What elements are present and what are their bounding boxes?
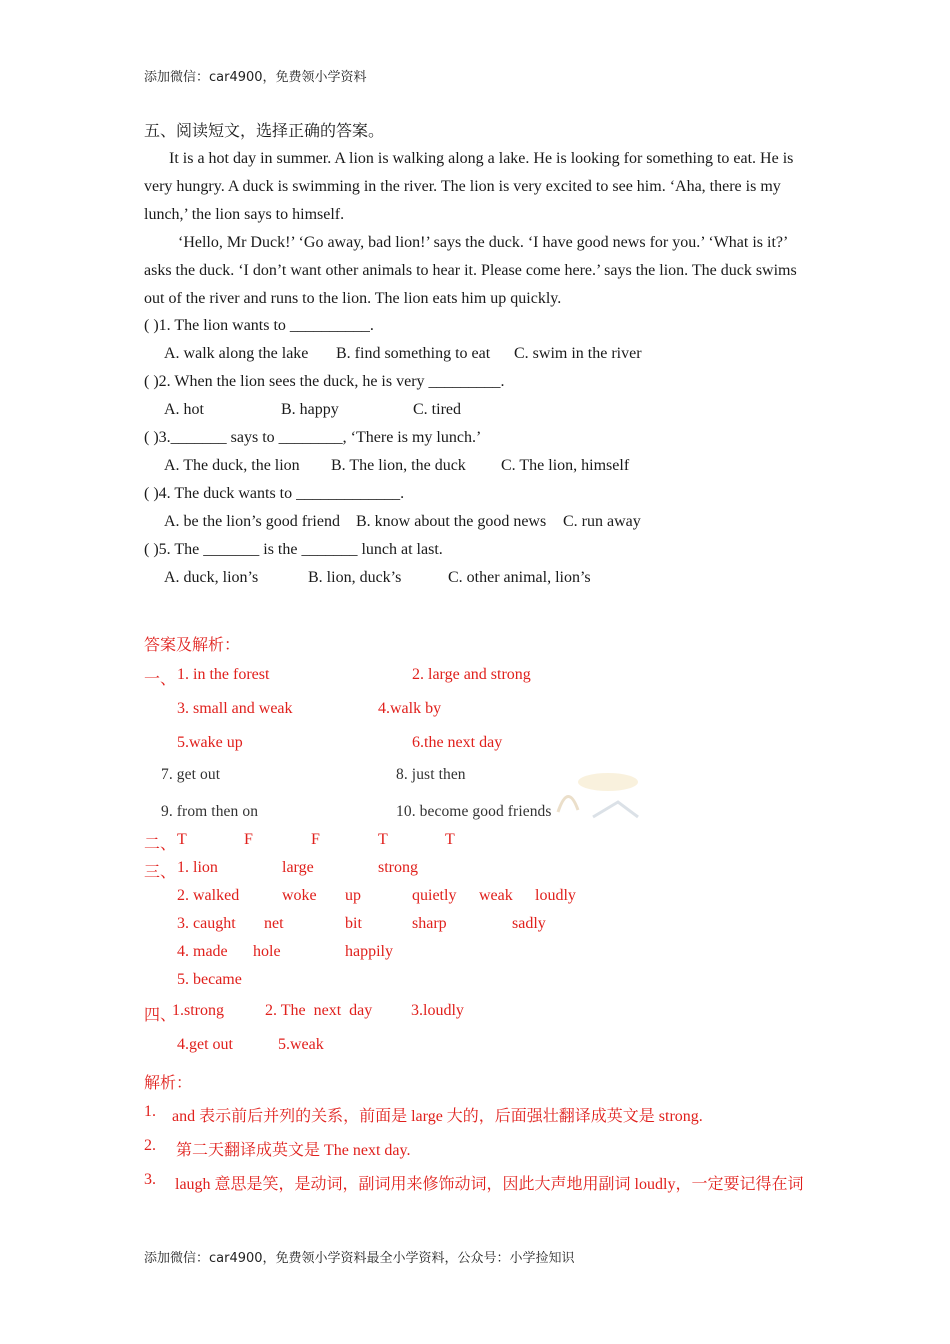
q1-option-a: A. walk along the lake bbox=[164, 345, 309, 362]
part3-word: 1. lion bbox=[177, 859, 218, 876]
part3-word: 4. made bbox=[177, 943, 228, 960]
q2-option-c: C. tired bbox=[413, 401, 461, 418]
part2-answer-4: T bbox=[378, 831, 388, 848]
analysis-num-1: 1. bbox=[144, 1103, 156, 1120]
question-2: ( )2. When the lion sees the duck, he is very _________. bbox=[144, 373, 505, 390]
part3-word: woke bbox=[282, 887, 317, 904]
part3-word: weak bbox=[479, 887, 513, 904]
analysis-num-2: 2. bbox=[144, 1137, 156, 1154]
q1-option-b: B. find something to eat bbox=[336, 345, 491, 362]
page-header: 添加微信：car4900，免费领小学资料 bbox=[144, 70, 367, 85]
q5-option-c: C. other animal, lion’s bbox=[448, 569, 591, 586]
analysis-title: 解析： bbox=[144, 1075, 193, 1092]
analysis-text-1: and 表示前后并列的关系，前面是 large 大的，后面强壮翻译成英文是 strong. bbox=[172, 1108, 703, 1125]
part2-answer-2: F bbox=[244, 831, 253, 848]
part3-word: bit bbox=[345, 915, 362, 932]
part3-prefix: 三、 bbox=[144, 864, 177, 881]
part3-word: loudly bbox=[535, 887, 576, 904]
part1-prefix: 一、 bbox=[144, 671, 177, 688]
q3-option-b: B. The lion, the duck bbox=[331, 457, 466, 474]
watermark-logo bbox=[548, 762, 648, 824]
part2-answer-1: T bbox=[177, 831, 187, 848]
analysis-text-2: 第二天翻译成英文是 The next day. bbox=[176, 1142, 411, 1159]
part3-word: quietly bbox=[412, 887, 457, 904]
part3-word: hole bbox=[253, 943, 281, 960]
page-footer: 添加微信：car4900，免费领小学资料最全小学资料，公众号：小学捡知识 bbox=[144, 1251, 575, 1266]
part3-word: sadly bbox=[512, 915, 546, 932]
q4-option-b: B. know about the good news bbox=[356, 513, 547, 530]
part3-word: large bbox=[282, 859, 314, 876]
analysis-num-3: 3. bbox=[144, 1171, 156, 1188]
part3-word: happily bbox=[345, 943, 393, 960]
q3-option-a: A. The duck, the lion bbox=[164, 457, 300, 474]
reading-paragraph-2: ‘Hello, Mr Duck!’ ‘Go away, bad lion!’ says the duck. ‘I have good news for you.’ ‘What is it?’ asks the duck. ‘I don’t want other animals to hear it. Please come here.’ says the lion. The duck swims out of the river and runs to the lion. The lion eats him up quickly. bbox=[144, 234, 797, 307]
part1-answer-2: 2. large and strong bbox=[412, 666, 531, 683]
analysis-text-3: laugh 意思是笑，是动词，副词用来修饰动词，因此大声地用副词 loudly，一定要记得在词 bbox=[175, 1176, 804, 1193]
q2-option-b: B. happy bbox=[281, 401, 339, 418]
part4-answer-5: 5.weak bbox=[278, 1036, 324, 1053]
part1-answer-9: 9. from then on bbox=[161, 803, 259, 820]
part1-answer-6: 6.the next day bbox=[412, 734, 503, 751]
part4-answer-3: 3.loudly bbox=[411, 1002, 464, 1019]
q2-option-a: A. hot bbox=[164, 401, 204, 418]
part1-answer-8: 8. just then bbox=[396, 766, 466, 783]
part4-answer-2: 2. The next day bbox=[265, 1002, 373, 1019]
part3-word: up bbox=[345, 887, 361, 904]
q4-option-c: C. run away bbox=[563, 513, 641, 530]
part1-answer-4: 4.walk by bbox=[378, 700, 442, 717]
part4-answer-4: 4.get out bbox=[177, 1036, 233, 1053]
q5-option-a: A. duck, lion’s bbox=[164, 569, 259, 586]
part2-prefix: 二、 bbox=[144, 836, 177, 853]
part3-word: 5. became bbox=[177, 971, 242, 988]
part1-answer-10: 10. become good friends bbox=[396, 803, 552, 820]
part1-answer-1: 1. in the forest bbox=[177, 666, 270, 683]
q4-option-a: A. be the lion’s good friend bbox=[164, 513, 340, 530]
part3-word: sharp bbox=[412, 915, 447, 932]
answers-title: 答案及解析： bbox=[144, 637, 241, 654]
q3-option-c: C. The lion, himself bbox=[501, 457, 630, 474]
reading-paragraph-1: It is a hot day in summer. A lion is walking along a lake. He is looking for something to eat. He is very hungry. A duck is swimming in the river. The lion is very excited to see him. ‘Aha, there is my lunch,’ the lion says to himself. bbox=[144, 150, 794, 223]
part3-word: net bbox=[264, 915, 284, 932]
part3-word: 3. caught bbox=[177, 915, 236, 932]
part1-answer-5: 5.wake up bbox=[177, 734, 243, 751]
q1-option-c: C. swim in the river bbox=[514, 345, 642, 362]
part4-answer-1: 1.strong bbox=[172, 1002, 224, 1019]
question-3: ( )3._______ says to ________, ‘There is my lunch.’ bbox=[144, 429, 482, 446]
part1-answer-7: 7. get out bbox=[161, 766, 221, 783]
part3-word: strong bbox=[378, 859, 418, 876]
question-5: ( )5. The _______ is the _______ lunch at last. bbox=[144, 541, 443, 558]
part4-prefix: 四、 bbox=[144, 1007, 177, 1024]
part2-answer-3: F bbox=[311, 831, 320, 848]
part3-word: 2. walked bbox=[177, 887, 240, 904]
q5-option-b: B. lion, duck’s bbox=[308, 569, 402, 586]
question-1: ( )1. The lion wants to __________. bbox=[144, 317, 374, 334]
part2-answer-5: T bbox=[445, 831, 455, 848]
part1-answer-3: 3. small and weak bbox=[177, 700, 293, 717]
question-4: ( )4. The duck wants to _____________. bbox=[144, 485, 405, 502]
section-title: 五、阅读短文，选择正确的答案。 bbox=[144, 123, 385, 140]
